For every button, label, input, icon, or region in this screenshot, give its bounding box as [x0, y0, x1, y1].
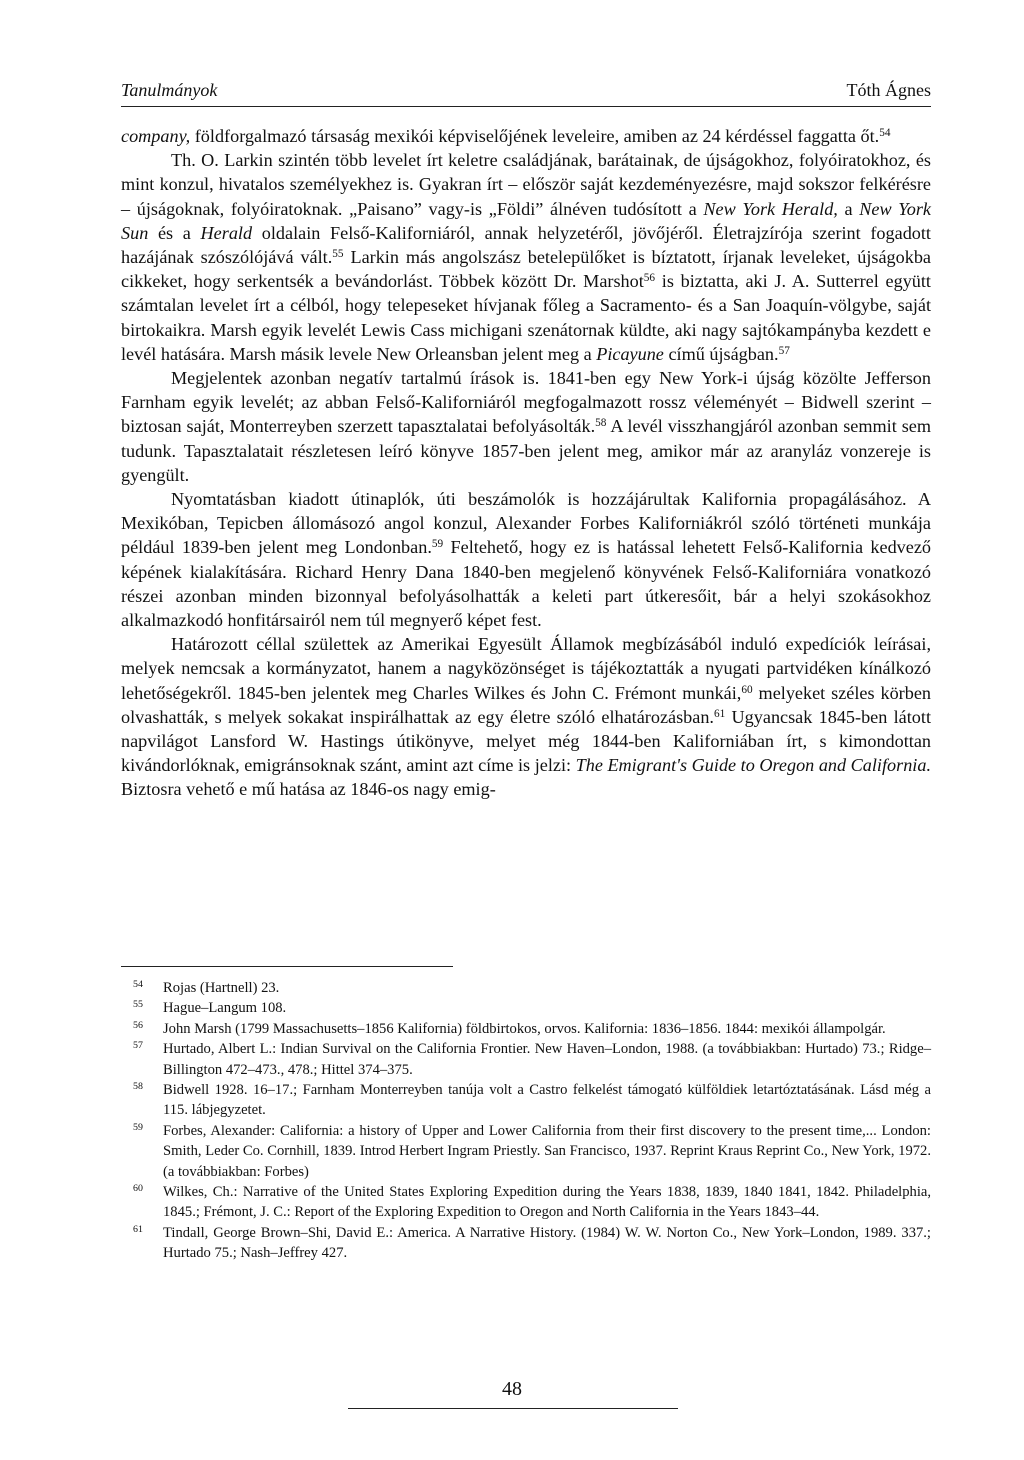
text-run: Biztosra vehető e mű hatása az 1846-os nagy emig- [121, 779, 496, 800]
footnote-ref[interactable]: 56 [643, 272, 656, 285]
footnote-text: Forbes, Alexander: California: a history of Upper and Lower California from their first discovery to the present time,... London: Smith, Leder Co. Cornhill, 1839. Introd Herbert Ingram Priestly. San Francisco, 1937. Reprint Kraus Reprint Co., New York, 1972. (a továbbiakban: Forbes) [163, 1122, 931, 1180]
footnote-ref[interactable]: 58 [595, 417, 607, 430]
page-number: 48 [502, 1378, 522, 1400]
body-text [121, 124, 931, 802]
footnote-number: 57 [133, 1040, 143, 1052]
text-run: Megjelentek azonban negatív tartalmú írások is. 1841-ben egy New York-i újság közölte Jefferson Farnham egyik levelét; az abban Felső-Kaliforniáról megfogalmazott rossz véleményét – Bidwell szerint – biztosan saját, Monterreyben szerzett tapasztalatai befolyásolták. [121, 368, 931, 437]
text-run: oldalain Felső-Kaliforniáról, annak helyzetéről, jövőjéről. Életrajzírója szerint fogadott hazájának szószólójává vált. [121, 222, 931, 268]
footnote-number: 55 [133, 999, 143, 1011]
text-run: Nyomtatásban kiadott útinaplók, úti beszámolók is hozzájárultak Kalifornia propagálásához. A Mexikóban, Tepicben állomásozó angol konzul, Alexander Forbes Kaliforniákról szóló történeti munkája például 1839-ben jelent meg Londonban. [121, 489, 931, 558]
text-run: Th. O. Larkin szintén több levelet írt keletre családjának, barátainak, de újságokhoz, folyóiratokhoz, és mint konzul, hivatalos személyekhez is. Gyakran írt – először saját kezdeményezésre, majd sokszor felkérésre – újságoknak, folyóiratoknak. „Paisano” vagy-is „Földi” álnéven tudósított a [121, 150, 931, 219]
italic-title: New York Sun [121, 198, 931, 243]
italic-title: New York Herald, [703, 198, 838, 219]
footnote-text: Tindall, George Brown–Shi, David E.: America. A Narrative History. (1984) W. W. Norton Co., New York–London, 1989. 337.; Hurtado 75.; Nash–Jeffrey 427. [163, 1224, 931, 1262]
footnote [121, 1080, 931, 1121]
text-run: Határozott céllal születtek az Amerikai Egyesült Államok megbízásából induló expedíciók leírásai, melyek nemcsak a kormányzatot, hanem a nagyközönséget is tájékoztatták a nyugati partvidéken kínálkozó lehetőségekről. 1845-ben jelentek meg Charles Wilkes és John C. Frémont munkái, [121, 634, 931, 703]
footnote-number: 58 [133, 1081, 143, 1093]
footnote-text: Wilkes, Ch.: Narrative of the United States Exploring Expedition during the Years 1838, 1839, 1840 1841, 1842. Philadelphia, 1845.; Frémont, J. C.: Report of the Exploring Expedition to Oregon and North California in the Years 1843–44. [163, 1184, 931, 1221]
text-run: Ugyancsak 1845-ben látott napvilágot Lansford W. Hastings útikönyve, melyet még 1844-ben Kaliforniában írt, s kimondottan kivándorlóknak, emigránsoknak szánt, amint azt címe is jelzi: [121, 706, 932, 776]
footnote [121, 1182, 931, 1223]
text-run: és a [148, 222, 201, 243]
footnote [121, 998, 931, 1018]
footnote [121, 1019, 931, 1039]
running-header [121, 76, 931, 107]
footnote [121, 978, 931, 998]
author-name: Tóth Ágnes [846, 80, 931, 100]
section-title: Tanulmányok [121, 80, 218, 100]
italic-title: The Emigrant's Guide to Oregon and California. [575, 755, 931, 776]
footnote-text: Hague–Langum 108. [163, 1000, 287, 1017]
footnote-ref[interactable]: 54 [879, 126, 891, 139]
text-run: földforgalmazó társaság mexikói képviselőjének leveleire, amiben az 24 kérdéssel faggatta őt. [190, 126, 880, 146]
paragraph-1 [121, 124, 931, 148]
text-run: a [837, 198, 860, 219]
footnote [121, 1223, 931, 1264]
footnote-divider [121, 966, 453, 967]
footnote-text: John Marsh (1799 Massachusetts–1856 Kalifornia) földbirtokos, orvos. Kalifornia: 1836–1856. 1844: mexikói állampolgár. [163, 1020, 886, 1037]
footnote [121, 1039, 931, 1080]
footnote-number: 61 [133, 1223, 143, 1235]
footnote-ref[interactable]: 61 [713, 707, 726, 720]
footnote-ref[interactable]: 57 [778, 344, 790, 357]
footnote-text: Bidwell 1928. 16–17.; Farnham Monterreyben tanúja volt a Castro felkelést támogató külföldiek letartóztatásának. Lásd még a 115. lábjegyzetet. [163, 1082, 931, 1119]
footnote-number: 54 [133, 979, 143, 990]
footnote-number: 60 [133, 1183, 143, 1195]
text-run: című újságban. [663, 343, 779, 364]
text-run: is biztatta, aki J. A. Sutterrel együtt számtalan levelet írt a célból, hogy telepeseket hívjanak főleg a Sacramento- és a San Joaquín-völgybe, saját birtokaikra. Marsh egyik levelét Lewis Cass michigani szenátornak küldte, aki nagy sajtókampányba kezdett e levél hatására. Marsh másik levele New Orleansban jelent meg a [121, 271, 931, 364]
paragraph-5 [121, 632, 931, 801]
text-run: melyeket széles körben olvashatták, s melyek sokakat inspirálhattak az egy életre szóló elhatározásban. [121, 682, 931, 727]
footnotes [121, 978, 931, 1264]
italic-title: Herald [200, 222, 253, 243]
footnote-number: 56 [133, 1019, 143, 1031]
paragraph-3 [121, 366, 931, 487]
footnote-text: Hurtado, Albert L.: Indian Survival on the California Frontier. New Haven–London, 1988. (a továbbiakban: Hurtado) 73.; Ridge–Billington 472–473., 478.; Hittel 374–375. [163, 1041, 931, 1078]
page-number-rule [348, 1408, 678, 1409]
text-run: Larkin más angolszász betelepülőket is bíztatott, írjanak leveleket, újságokba cikkeket, hogy serkentsék a bevándorlást. Többek között Dr. Marshot [121, 247, 931, 292]
footnote-text: Rojas (Hartnell) 23. [163, 980, 280, 996]
text-run: Feltehető, hogy ez is hatással lehetett Felső-Kalifornia kedvező képének kialakítására. Richard Henry Dana 1840-ben megjelenő könyvének Felső-Kaliforniára vonatkozó részei azonban minden bizonnyal befolyásolhatták a keleti part útkeresőit, bár a helyi szokásokhoz alkalmazkodó honfitársairól nem túl megnyerő képet fest. [121, 537, 931, 631]
footnote-number: 59 [133, 1121, 143, 1133]
footnote-ref[interactable]: 59 [431, 538, 444, 551]
italic-word: company, [121, 126, 191, 146]
paragraph-4 [121, 487, 931, 632]
text-run: A levél visszhangjáról azonban semmit sem tudunk. Tapasztalatait részletesen leíró könyve 1857-ben jelent meg, amikor már az aranyláz vonzereje is gyengült. [121, 416, 931, 485]
footnote-ref[interactable]: 60 [741, 683, 753, 696]
footnote-ref[interactable]: 55 [332, 247, 344, 260]
italic-title: Picayune [596, 343, 664, 364]
paragraph-2 [121, 148, 931, 366]
footnote [121, 1121, 931, 1182]
